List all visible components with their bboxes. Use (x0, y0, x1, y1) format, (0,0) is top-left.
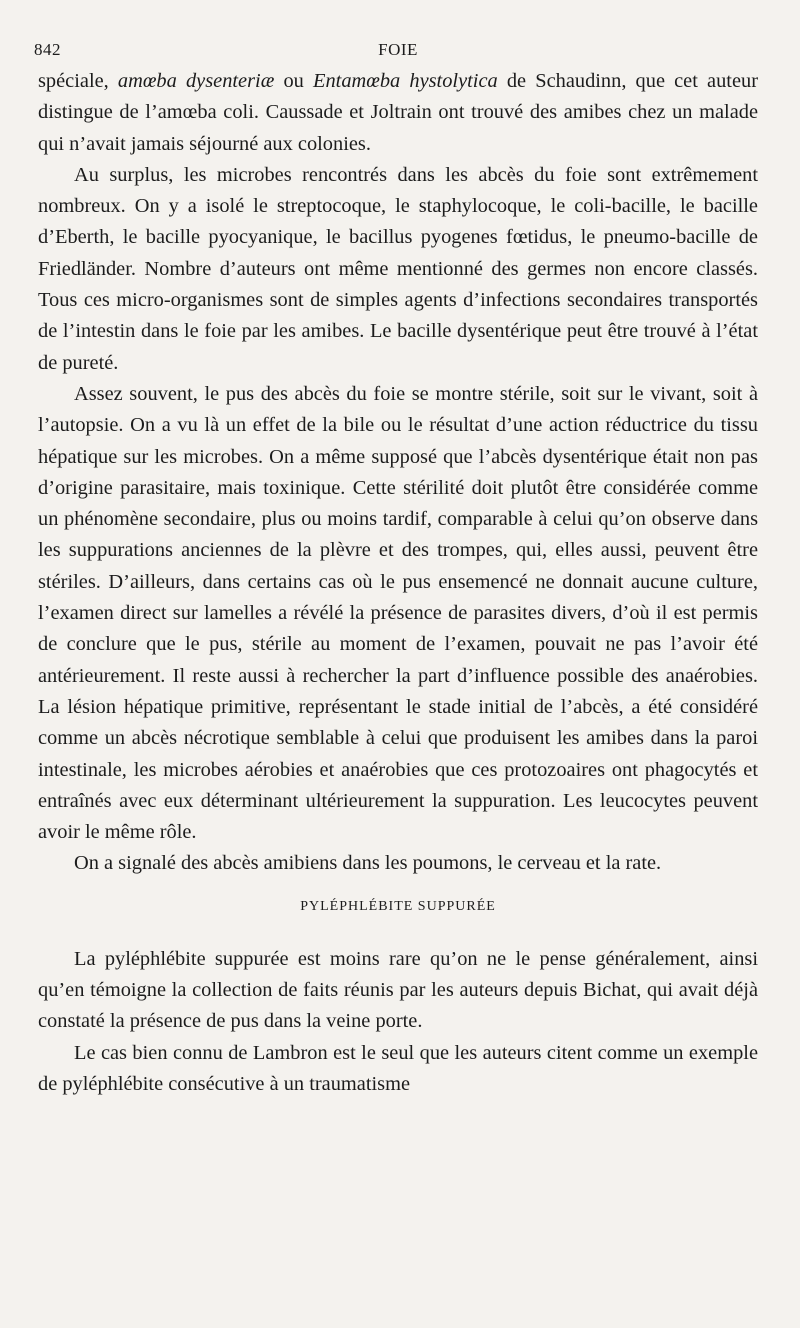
section-paragraph-1: La pyléphlébite suppurée est moins rare qu’on ne le pense généralement, ainsi qu’en témoigne la collection de faits réunis par les auteurs depuis Bichat, qui avait déjà constaté la présence de pus dans la veine porte. (38, 947, 758, 1033)
paragraph-2: Au surplus, les microbes rencontrés dans les abcès du foie sont extrêmement nombreux. On y a isolé le streptocoque, le staphylocoque, le coli-bacille, le bacille d’Eberth, le bacille pyocyanique, le bacillus pyogenes fœtidus, le pneumo-bacille de Friedländer. Nombre d’auteurs ont même mentionné des germes non encore classés. Tous ces micro-organismes sont de simples agents d’infections secondaires transportés de l’intestin dans le foie par les amibes. Le bacille dysentérique peut être trouvé à l’état de pureté. (38, 163, 758, 374)
body-text (38, 66, 758, 1100)
running-title: FOIE (378, 40, 418, 59)
paragraph-4: On a signalé des abcès amibiens dans les poumons, le cerveau et la rate. (74, 852, 662, 875)
section-paragraph-2: Le cas bien connu de Lambron est le seul que les auteurs citent comme un exemple de pyléphlébite consécutive à un traumatisme (38, 1041, 758, 1095)
paragraph-1 (38, 66, 758, 160)
running-head (34, 36, 758, 66)
text-run: de Schaudinn, que cet auteur distingue de l’amœba coli. Caussade et Joltrain ont trouvé des amibes chez un malade qui n’avait jamais séjourné aux colonies. (38, 70, 758, 155)
text-run: spéciale, (38, 70, 118, 92)
italic-term: Entamœba hystolytica (313, 70, 498, 92)
section-heading: PYLÉPHLÉBITE SUPPURÉE (300, 898, 496, 914)
paragraph-3: Assez souvent, le pus des abcès du foie se montre stérile, soit sur le vivant, soit à l’autopsie. On a vu là un effet de la bile ou le résultat d’une action réductrice du tissu hépatique sur les microbes. On a même supposé que l’abcès dysentérique était non pas d’origine parasitaire, mais toxinique. Cette stérilité doit plutôt être considérée comme un phénomène secondaire, plus ou moins tardif, comparable à celui qu’on observe dans les suppurations anciennes de la plèvre et des trompes, qui, elles aussi, peuvent être stériles. D’ailleurs, dans certains cas où le pus ensemencé ne donnait aucune culture, l’examen direct sur lamelles a révélé la présence de parasites divers, d’où il est permis de conclure que le pus, stérile au moment de l’examen, pouvait ne pas l’avoir été antérieurement. Il reste aussi à rechercher la part d’influence possible des anaérobies. La lésion hépatique primitive, représentant le stade initial de l’abcès, a été considéré comme un abcès nécrotique semblable à celui que produisent les amibes dans la paroi intestinale, les microbes aérobies et anaérobies que ces protozoaires ont phagocytés et entraînés avec eux déterminant ultérieurement la suppuration. Les leucocytes peuvent avoir le même rôle. (38, 382, 758, 844)
page-number: 842 (34, 40, 61, 59)
italic-term: amœba dysenteriæ (117, 70, 275, 92)
text-run: ou (274, 70, 313, 92)
